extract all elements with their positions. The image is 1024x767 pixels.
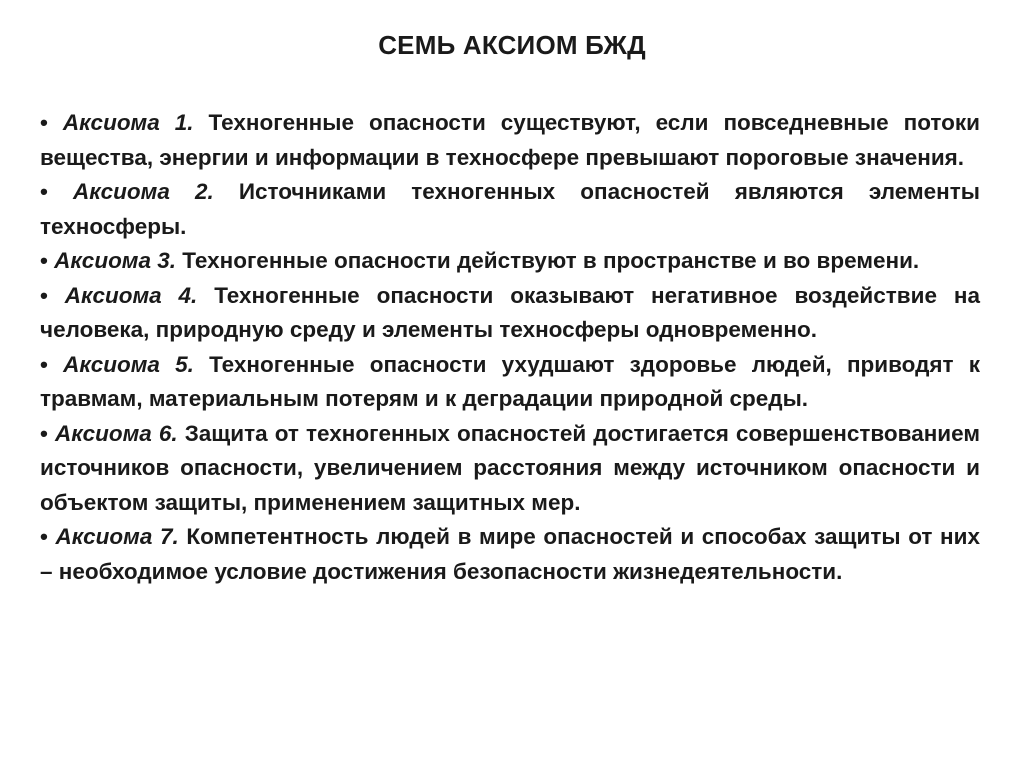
slide-title: СЕМЬ АКСИОМ БЖД [378,30,646,60]
axiom-text: Техногенные опасности действуют в пространстве и во времени. [182,248,920,273]
axiom-list [40,106,980,589]
axiom-name: Аксиома 5. [63,351,194,377]
axiom-name: Аксиома 3. [54,248,176,273]
axiom-name: Аксиома 1. [62,110,194,135]
bullet: • [40,420,48,446]
bullet: • [40,179,48,204]
axiom-item [40,520,980,589]
axiom-name: Аксиома 7. [55,524,179,549]
axiom-text: Техногенные опасности существуют, если повседневные потоки вещества, энергии и информации в техносфере превышают пороговые значения. [40,110,980,170]
axiom-name: Аксиома 6. [54,420,178,446]
axiom-item [40,175,980,244]
axiom-item [40,279,980,348]
bullet: • [40,282,48,308]
axiom-item [40,244,980,279]
axiom-item [40,348,980,417]
bullet: • [40,110,48,135]
axiom-text: Техногенные опасности оказывают негативное воздействие на человека, природную среду и элементы техносферы одновременно. [40,282,980,342]
axiom-name: Аксиома 2. [73,179,214,204]
axiom-item [40,417,980,521]
bullet: • [40,351,48,377]
axiom-item [40,106,980,175]
axiom-text: Источниками техногенных опасностей являются элементы техносферы. [40,179,980,239]
axiom-text: Техногенные опасности ухудшают здоровье людей, приводят к травмам, материальным потерям и к деградации природной среды. [40,351,980,411]
bullet: • [40,248,48,273]
axiom-name: Аксиома 4. [64,282,198,308]
axiom-text: Защита от техногенных опасностей достигается совершенствованием источников опасности, увеличением расстояния между источником опасности и объектом защиты, применением защитных мер. [40,420,980,515]
bullet: • [40,524,48,549]
axiom-text: Компетентность людей в мире опасностей и способах защиты от них – необходимое условие достижения безопасности жизнедеятельности. [40,524,980,584]
